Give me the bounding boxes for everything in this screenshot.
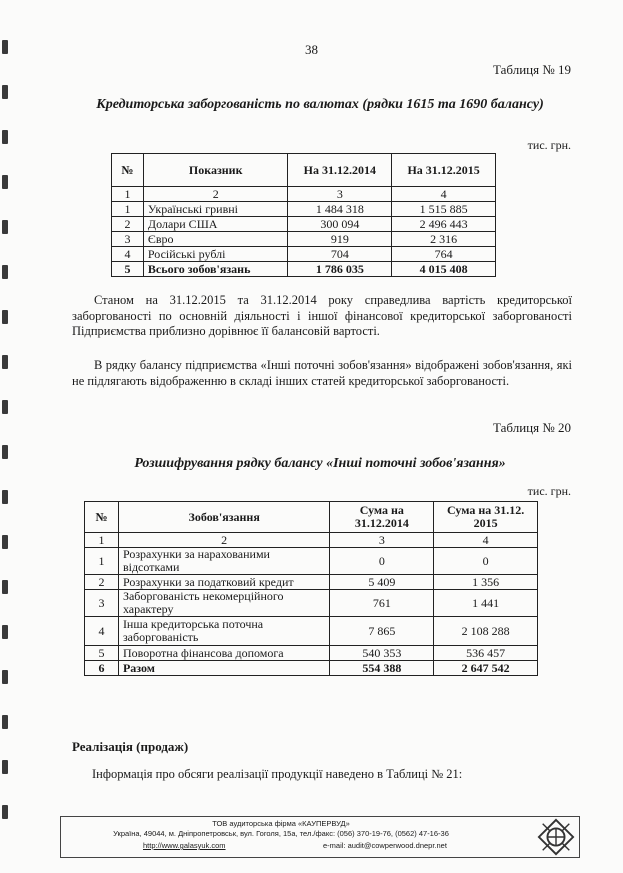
value-2014: 300 094 bbox=[288, 217, 392, 232]
header-cell: Показник bbox=[143, 154, 288, 187]
header-cell: На 31.12.2014 bbox=[288, 154, 392, 187]
value-2015: 1 441 bbox=[434, 590, 538, 617]
row-number: 6 bbox=[85, 661, 119, 676]
row-label: Євро bbox=[143, 232, 288, 247]
row-number: 4 bbox=[85, 617, 119, 646]
binding-hole bbox=[2, 670, 8, 684]
table-row bbox=[85, 646, 538, 661]
numbering-cell: 4 bbox=[434, 533, 538, 548]
binding-hole bbox=[2, 175, 8, 189]
table-row bbox=[112, 247, 496, 262]
table-20-label: Таблиця № 20 bbox=[493, 420, 571, 435]
table-row bbox=[85, 617, 538, 646]
table-20-title: Розшифрування рядку балансу «Інші поточні зобов'язання» bbox=[134, 456, 506, 471]
section-title: Реалізація (продаж) bbox=[72, 739, 189, 754]
header-cell: Сума на 31.12. 2015 bbox=[434, 502, 538, 533]
binding-edge bbox=[0, 0, 10, 873]
table-20 bbox=[84, 501, 538, 676]
row-label: Російські рублі bbox=[143, 247, 288, 262]
binding-hole bbox=[2, 490, 8, 504]
binding-hole bbox=[2, 760, 8, 774]
row-label: Поворотна фінансова допомога bbox=[118, 646, 329, 661]
binding-hole bbox=[2, 130, 8, 144]
value-2014: 919 bbox=[288, 232, 392, 247]
header-cell: На 31.12.2015 bbox=[392, 154, 496, 187]
row-label: Всього зобов'язань bbox=[143, 262, 288, 277]
value-2014: 554 388 bbox=[330, 661, 434, 676]
row-label: Українські гривні bbox=[143, 202, 288, 217]
table-total-row bbox=[85, 661, 538, 676]
value-2014: 0 bbox=[330, 548, 434, 575]
table-header-row bbox=[112, 154, 496, 187]
value-2014: 1 786 035 bbox=[288, 262, 392, 277]
value-2015: 2 108 288 bbox=[434, 617, 538, 646]
binding-hole bbox=[2, 400, 8, 414]
row-number: 2 bbox=[112, 217, 144, 232]
numbering-cell: 2 bbox=[118, 533, 329, 548]
table-19-title: Кредиторська заборгованість по валютах (рядки 1615 та 1690 балансу) bbox=[96, 97, 544, 112]
binding-hole bbox=[2, 310, 8, 324]
value-2015: 4 015 408 bbox=[392, 262, 496, 277]
row-label: Заборгованість некомерційного характеру bbox=[118, 590, 329, 617]
row-label: Долари США bbox=[143, 217, 288, 232]
value-2015: 2 316 bbox=[392, 232, 496, 247]
footer bbox=[60, 816, 580, 858]
binding-hole bbox=[2, 625, 8, 639]
numbering-cell: 3 bbox=[288, 187, 392, 202]
value-2015: 764 bbox=[392, 247, 496, 262]
table-19-label: Таблиця № 19 bbox=[493, 62, 571, 77]
table-numbering-row bbox=[85, 533, 538, 548]
company-logo-icon bbox=[537, 818, 575, 856]
header-cell: Сума на 31.12.2014 bbox=[330, 502, 434, 533]
value-2014: 5 409 bbox=[330, 575, 434, 590]
numbering-cell: 2 bbox=[143, 187, 288, 202]
table-19 bbox=[111, 153, 496, 277]
row-number: 3 bbox=[112, 232, 144, 247]
header-cell: Зобов'язання bbox=[118, 502, 329, 533]
table-20-unit: тис. грн. bbox=[527, 484, 571, 498]
value-2014: 540 353 bbox=[330, 646, 434, 661]
numbering-cell: 1 bbox=[85, 533, 119, 548]
binding-hole bbox=[2, 535, 8, 549]
numbering-cell: 3 bbox=[330, 533, 434, 548]
table-row bbox=[85, 590, 538, 617]
footer-website-link[interactable]: http://www.galasyuk.com bbox=[143, 841, 226, 850]
table-19-unit: тис. грн. bbox=[527, 138, 571, 152]
section-text: Інформація про обсяги реалізації продукції наведено в Таблиці № 21: bbox=[92, 767, 463, 781]
value-2015: 0 bbox=[434, 548, 538, 575]
value-2014: 704 bbox=[288, 247, 392, 262]
row-number: 2 bbox=[85, 575, 119, 590]
value-2015: 2 496 443 bbox=[392, 217, 496, 232]
row-label: Інша кредиторська поточна заборгованість bbox=[118, 617, 329, 646]
binding-hole bbox=[2, 805, 8, 819]
binding-hole bbox=[2, 355, 8, 369]
row-number: 3 bbox=[85, 590, 119, 617]
row-number: 5 bbox=[112, 262, 144, 277]
row-number: 4 bbox=[112, 247, 144, 262]
row-number: 1 bbox=[85, 548, 119, 575]
value-2014: 761 bbox=[330, 590, 434, 617]
value-2014: 1 484 318 bbox=[288, 202, 392, 217]
numbering-cell: 1 bbox=[112, 187, 144, 202]
row-label: Розрахунки за податковий кредит bbox=[118, 575, 329, 590]
binding-hole bbox=[2, 85, 8, 99]
footer-address: Україна, 49044, м. Дніпропетровськ, вул. Гоголя, 15а, тел./факс: (056) 370-19-76, (0562) 47-16-36 bbox=[113, 829, 449, 838]
table-header-row bbox=[85, 502, 538, 533]
table-total-row bbox=[112, 262, 496, 277]
table-numbering-row bbox=[112, 187, 496, 202]
value-2014: 7 865 bbox=[330, 617, 434, 646]
binding-hole bbox=[2, 265, 8, 279]
value-2015: 536 457 bbox=[434, 646, 538, 661]
header-cell: № bbox=[85, 502, 119, 533]
binding-hole bbox=[2, 715, 8, 729]
row-number: 5 bbox=[85, 646, 119, 661]
header-cell: № bbox=[112, 154, 144, 187]
footer-email: e-mail: audit@cowperwood.dnepr.net bbox=[323, 841, 447, 850]
binding-hole bbox=[2, 445, 8, 459]
row-number: 1 bbox=[112, 202, 144, 217]
paragraph-other-liabilities: В рядку балансу підприємства «Інші поточні зобов'язання» відображені зобов'язання, які не підлягають відображенню в складі інших статей кредиторської заборгованості. bbox=[72, 358, 572, 388]
paragraph-fair-value: Станом на 31.12.2015 та 31.12.2014 року справедлива вартість кредиторської заборгованості по основній діяльності і іншої фінансової кредиторської заборгованості Підприємства приблизно дорівнює її балансовій вартості. bbox=[72, 293, 572, 338]
table-row bbox=[85, 575, 538, 590]
page-number: 38 bbox=[305, 42, 318, 57]
row-label: Розрахунки за нарахованими відсотками bbox=[118, 548, 329, 575]
row-label: Разом bbox=[118, 661, 329, 676]
table-row bbox=[85, 548, 538, 575]
footer-company: ТОВ аудиторська фірма «КАУПЕРВУД» bbox=[212, 819, 350, 828]
table-row bbox=[112, 217, 496, 232]
table-row bbox=[112, 232, 496, 247]
numbering-cell: 4 bbox=[392, 187, 496, 202]
binding-hole bbox=[2, 580, 8, 594]
value-2015: 1 356 bbox=[434, 575, 538, 590]
value-2015: 1 515 885 bbox=[392, 202, 496, 217]
table-row bbox=[112, 202, 496, 217]
value-2015: 2 647 542 bbox=[434, 661, 538, 676]
binding-hole bbox=[2, 220, 8, 234]
